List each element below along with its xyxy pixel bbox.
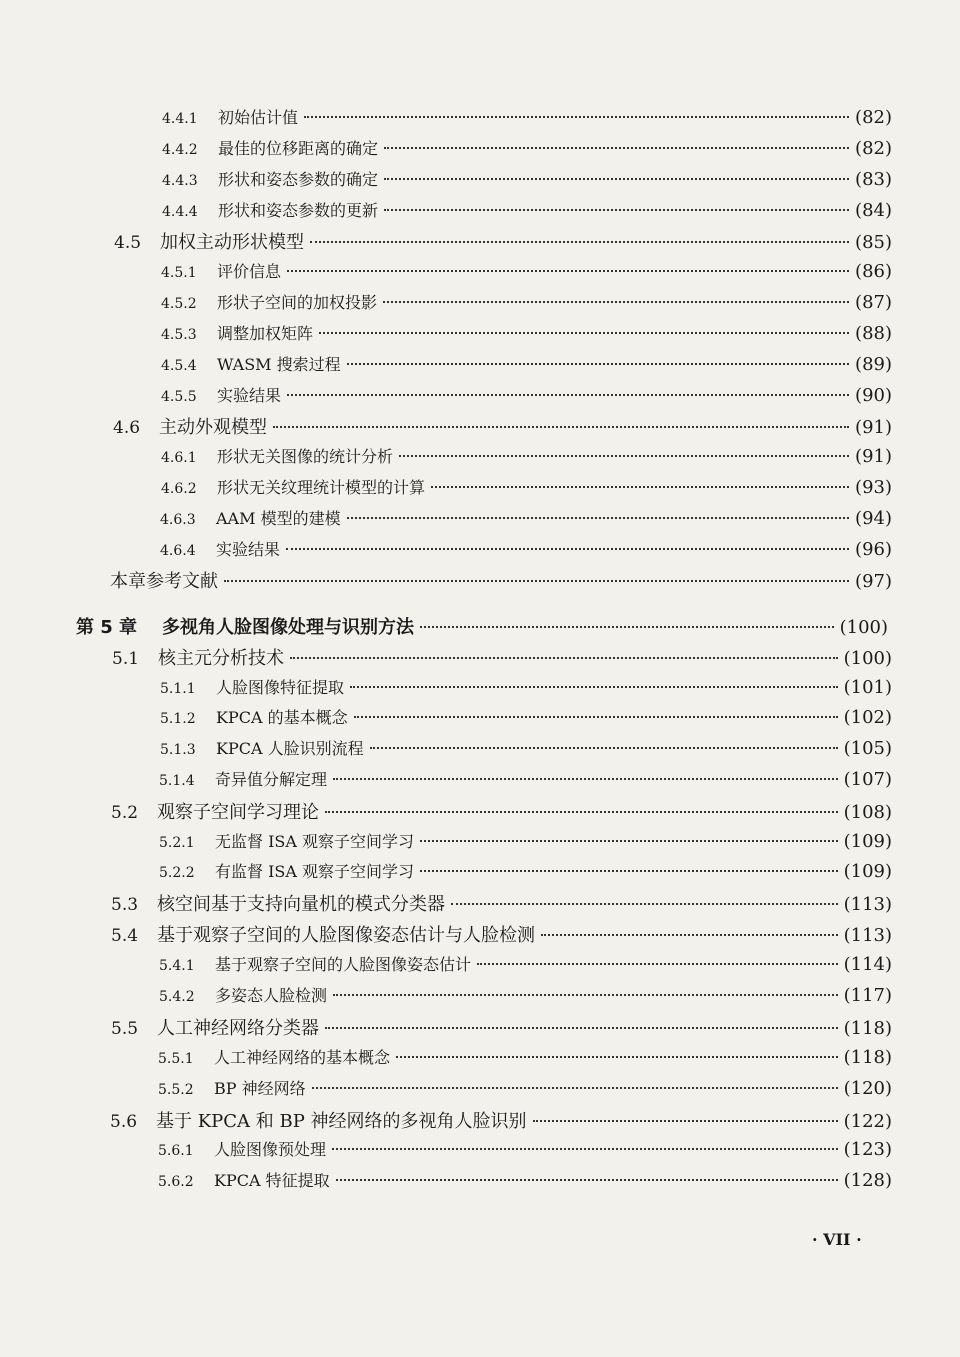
dot-leader [332, 1147, 838, 1150]
entry-page-number: (109) [843, 861, 892, 882]
toc-subsection-entry[interactable] [158, 1076, 892, 1099]
toc-section-entry[interactable] [112, 644, 892, 670]
dot-leader [384, 177, 849, 180]
entry-title: 核空间基于支持向量机的模式分类器 [157, 894, 445, 915]
entry-title: KPCA 人脸识别流程 [216, 739, 364, 758]
entry-page-number: (88) [855, 323, 892, 344]
entry-page-number: (113) [843, 894, 892, 915]
entry-title: 人工神经网络分类器 [157, 1018, 319, 1039]
entry-title: 基于观察子空间的人脸图像姿态估计与人脸检测 [157, 925, 535, 946]
dot-leader [533, 1119, 838, 1122]
entry-page-number: (93) [855, 477, 892, 498]
toc-subsection-entry[interactable] [159, 829, 892, 852]
entry-number: 4.5 [114, 233, 142, 253]
entry-title: 基于观察子空间的人脸图像姿态估计 [215, 955, 472, 974]
entry-number: 4.6.1 [161, 450, 197, 466]
dot-leader [347, 516, 849, 519]
dot-leader [325, 810, 838, 813]
entry-number: 5.4.2 [159, 989, 195, 1005]
entry-title: AAM 模型的建模 [216, 509, 341, 528]
entry-title: 实验结果 [216, 540, 281, 559]
entry-title: 实验结果 [217, 386, 282, 405]
entry-number: 5.3 [111, 895, 139, 915]
toc-subsection-entry[interactable] [159, 859, 892, 882]
entry-page-number: (86) [855, 261, 892, 282]
toc-subsection-entry[interactable] [160, 537, 892, 560]
entry-title: 多视角人脸图像处理与识别方法 [162, 617, 414, 638]
dot-leader [451, 902, 838, 905]
toc-subsection-entry[interactable] [158, 1137, 892, 1160]
entry-title: 无监督 ISA 观察子空间学习 [215, 832, 415, 851]
entry-title: KPCA 的基本概念 [216, 708, 348, 727]
entry-number: 5.5.1 [158, 1051, 194, 1067]
entry-number: 4.6.4 [160, 543, 196, 559]
entry-page-number: (120) [843, 1078, 892, 1099]
entry-number: 5.6.2 [158, 1174, 194, 1190]
entry-number: 4.5.3 [161, 327, 197, 343]
toc-section-entry[interactable] [111, 890, 892, 916]
entry-title: 基于 KPCA 和 BP 神经网络的多视角人脸识别 [156, 1111, 527, 1132]
dot-leader [319, 331, 849, 334]
dot-leader [310, 240, 849, 243]
dot-leader [286, 547, 849, 550]
toc-subsection-entry[interactable] [160, 506, 892, 529]
entry-title: 形状和姿态参数的确定 [218, 170, 379, 189]
entry-page-number: (91) [855, 417, 892, 438]
entry-number: 5.1.4 [159, 773, 195, 789]
toc-section-entry[interactable] [113, 413, 892, 439]
entry-title: 调整加权矩阵 [217, 324, 314, 343]
toc-subsection-entry[interactable] [161, 475, 892, 498]
dot-leader [396, 1055, 838, 1058]
dot-leader [287, 269, 849, 272]
entry-title: BP 神经网络 [214, 1079, 306, 1098]
entry-page-number: (108) [843, 802, 892, 823]
entry-number: 5.2.1 [159, 835, 195, 851]
entry-number: 5.5 [111, 1019, 139, 1039]
dot-leader [383, 300, 849, 303]
entry-title: 初始估计值 [218, 108, 299, 127]
page-number: · VII · [812, 1230, 862, 1249]
entry-title: 多姿态人脸检测 [215, 986, 328, 1005]
entry-number: 5.4 [111, 926, 139, 946]
dot-leader [541, 933, 838, 936]
dot-leader [304, 115, 849, 118]
entry-title: 本章参考文献 [110, 571, 218, 592]
entry-page-number: (94) [855, 508, 892, 529]
entry-title: 有监督 ISA 观察子空间学习 [215, 862, 415, 881]
entry-page-number: (100) [843, 648, 892, 669]
entry-number: 5.1.1 [160, 681, 196, 697]
entry-page-number: (105) [843, 738, 892, 759]
dot-leader [347, 362, 849, 365]
entry-title: WASM 搜索过程 [217, 355, 341, 374]
dot-leader [354, 715, 838, 718]
entry-number: 4.4.4 [162, 204, 198, 220]
entry-number: 4.4.3 [162, 173, 198, 189]
entry-number: 4.6.2 [161, 481, 197, 497]
entry-number: 5.1 [112, 649, 140, 669]
entry-title: 形状无关图像的统计分析 [217, 447, 394, 466]
dot-leader [477, 962, 838, 965]
entry-number: 4.6.3 [160, 512, 196, 528]
entry-page-number: (102) [843, 707, 892, 728]
entry-title: KPCA 特征提取 [214, 1171, 330, 1190]
entry-page-number: (122) [843, 1111, 892, 1132]
entry-number: 5.4.1 [159, 958, 195, 974]
dot-leader [384, 146, 849, 149]
dot-leader [333, 777, 838, 780]
entry-page-number: (118) [843, 1047, 892, 1068]
entry-title: 加权主动形状模型 [160, 232, 304, 253]
entry-number: 5.6 [110, 1112, 138, 1132]
entry-title: 主动外观模型 [159, 417, 267, 438]
dot-leader [370, 746, 838, 749]
entry-title: 人工神经网络的基本概念 [214, 1048, 391, 1067]
entry-page-number: (97) [855, 571, 892, 592]
dot-leader [224, 579, 849, 582]
entry-number: 4.5.2 [161, 296, 197, 312]
toc-references-entry[interactable] [110, 567, 892, 593]
entry-title: 形状子空间的加权投影 [217, 293, 378, 312]
toc-subsection-entry[interactable] [159, 952, 892, 975]
entry-page-number: (87) [855, 292, 892, 313]
dot-leader [431, 485, 849, 488]
entry-page-number: (128) [843, 1170, 892, 1191]
entry-page-number: (83) [855, 169, 892, 190]
dot-leader [312, 1086, 838, 1089]
dot-leader [399, 454, 849, 457]
toc-subsection-entry[interactable] [158, 1168, 892, 1191]
toc-subsection-entry[interactable] [162, 167, 892, 190]
entry-title: 人脸图像特征提取 [216, 678, 345, 697]
toc-chapter-entry[interactable] [76, 613, 888, 639]
entry-page-number: (96) [855, 539, 892, 560]
dot-leader [287, 393, 849, 396]
dot-leader [336, 1178, 838, 1181]
entry-page-number: (109) [843, 831, 892, 852]
entry-page-number: (84) [855, 200, 892, 221]
entry-page-number: (91) [855, 446, 892, 467]
toc-subsection-entry[interactable] [160, 675, 892, 698]
entry-number: 5.5.2 [158, 1082, 194, 1098]
dot-leader [325, 1026, 838, 1029]
entry-page-number: (82) [855, 107, 892, 128]
toc-subsection-entry[interactable] [158, 1045, 892, 1068]
entry-page-number: (82) [855, 138, 892, 159]
entry-title: 形状和姿态参数的更新 [218, 201, 379, 220]
entry-number: 4.5.4 [161, 358, 197, 374]
toc-subsection-entry[interactable] [160, 705, 892, 728]
toc-subsection-entry[interactable] [159, 767, 892, 790]
entry-number: 5.1.3 [160, 742, 196, 758]
entry-title: 奇异值分解定理 [215, 770, 328, 789]
toc-section-entry[interactable] [111, 1014, 892, 1040]
entry-number: 4.5.5 [161, 389, 197, 405]
entry-page-number: (107) [843, 769, 892, 790]
entry-number: 4.5.1 [161, 265, 197, 281]
toc-section-entry[interactable] [111, 921, 892, 947]
dot-leader [350, 685, 838, 688]
entry-number: 第 5 章 [76, 617, 138, 638]
entry-page-number: (85) [855, 232, 892, 253]
toc-subsection-entry[interactable] [161, 321, 892, 344]
dot-leader [273, 425, 849, 428]
dot-leader [420, 869, 838, 872]
entry-page-number: (101) [843, 677, 892, 698]
entry-page-number: (118) [843, 1018, 892, 1039]
entry-page-number: (89) [855, 354, 892, 375]
toc-subsection-entry[interactable] [161, 383, 892, 406]
dot-leader [290, 656, 838, 659]
toc-subsection-entry[interactable] [161, 352, 892, 375]
entry-page-number: (90) [855, 385, 892, 406]
toc-subsection-entry[interactable] [162, 198, 892, 221]
toc-section-entry[interactable] [110, 1107, 892, 1133]
toc-subsection-entry[interactable] [162, 105, 892, 128]
entry-number: 4.4.2 [162, 142, 198, 158]
toc-subsection-entry[interactable] [161, 444, 892, 467]
entry-title: 评价信息 [217, 262, 282, 281]
entry-page-number: (117) [843, 985, 892, 1006]
entry-title: 最佳的位移距离的确定 [218, 139, 379, 158]
dot-leader [420, 625, 834, 628]
entry-page-number: (113) [843, 925, 892, 946]
entry-number: 5.2.2 [159, 865, 195, 881]
entry-page-number: (114) [843, 954, 892, 975]
entry-number: 4.6 [113, 418, 141, 438]
toc-subsection-entry[interactable] [161, 259, 892, 282]
toc-subsection-entry[interactable] [162, 136, 892, 159]
toc-subsection-entry[interactable] [161, 290, 892, 313]
entry-number: 5.1.2 [160, 711, 196, 727]
entry-page-number: (123) [843, 1139, 892, 1160]
toc-section-entry[interactable] [114, 228, 892, 254]
entry-title: 人脸图像预处理 [214, 1140, 327, 1159]
toc-subsection-entry[interactable] [160, 736, 892, 759]
entry-number: 4.4.1 [162, 111, 198, 127]
entry-title: 核主元分析技术 [158, 648, 284, 669]
entry-number: 5.6.1 [158, 1143, 194, 1159]
entry-title: 观察子空间学习理论 [157, 802, 319, 823]
dot-leader [333, 993, 838, 996]
entry-number: 5.2 [111, 803, 139, 823]
dot-leader [384, 208, 849, 211]
toc-section-entry[interactable] [111, 798, 892, 824]
dot-leader [420, 839, 838, 842]
entry-page-number: (100) [839, 617, 888, 638]
entry-title: 形状无关纹理统计模型的计算 [217, 478, 426, 497]
toc-subsection-entry[interactable] [159, 983, 892, 1006]
